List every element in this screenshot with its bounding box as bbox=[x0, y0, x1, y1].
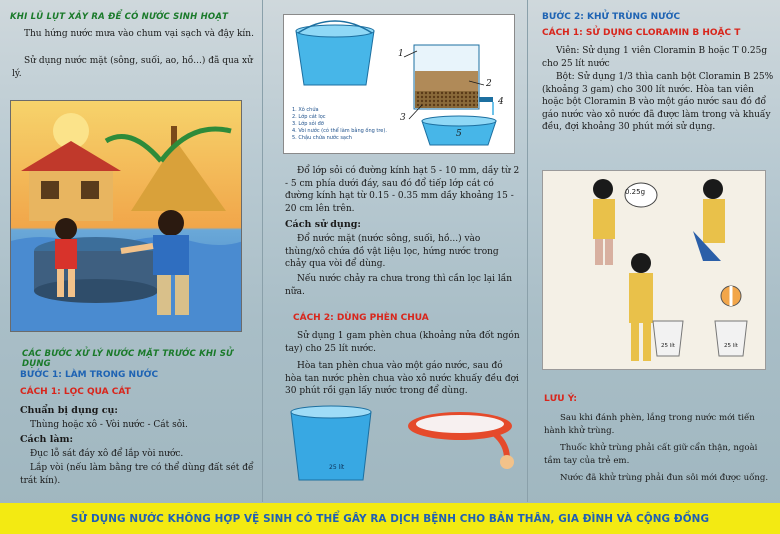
gravel-sand-text: Đổ lớp sỏi có đường kính hạt 5 - 10 mm, dầy từ 2 - 5 cm phía dưới đáy, sau đó đổ tiếp lớp cát có đường kính hạt từ 0.15 - 0.35 mm dầy khoảng 15 - 20 cm lên trên. bbox=[285, 166, 520, 214]
filter-legend bbox=[292, 107, 402, 142]
num-5: 5 bbox=[456, 129, 462, 139]
bucket-label-1: 25 lít bbox=[661, 343, 675, 349]
method1-heading: CÁCH 1: LỌC QUA CÁT bbox=[20, 387, 131, 397]
num-2: 2 bbox=[486, 79, 492, 89]
num-1: 1 bbox=[398, 49, 404, 59]
alum-bucket-illustration bbox=[285, 404, 515, 484]
column-right bbox=[528, 0, 780, 502]
step1-heading: BƯỚC 1: LÀM TRONG NƯỚC bbox=[20, 370, 159, 380]
legend-item: 2. Lớp cát lọc bbox=[292, 114, 326, 120]
powder-text: Bột: Sử dụng 1/3 thìa canh bột Cloramin B 25% (khoảng 3 gam) cho 300 lít nước. Hòa tan viên hoặc bột Cloramin B vào một gáo nước sau đó đổ gáo nước vào xô nước đã được làm trong và khuấy đều, đợi khoảng 30 phút mới sử dụng. bbox=[542, 72, 774, 132]
flood-heading: KHI LŨ LỤT XẢY RA ĐỂ CÓ NƯỚC SINH HOẠT bbox=[10, 12, 229, 22]
note-storage-text: Thuốc khử trùng phải cất giữ cẩn thận, ngoài tầm tay của trẻ em. bbox=[544, 443, 758, 466]
note-heading: LƯU Ý: bbox=[544, 394, 578, 404]
bucket-volume-label: 25 lít bbox=[329, 464, 345, 471]
prep-text: Thùng hoặc xô - Vòi nước - Cát sỏi. bbox=[30, 420, 188, 430]
alum-mix-text: Hòa tan phèn chua vào một gáo nước, sau đó hòa tan nước phèn chua vào xô nước khuấy đều đợi 30 phút rồi gạn lấy nước trong để dùng. bbox=[285, 361, 519, 396]
surface-water-text: Sử dụng nước mặt (sông, suối, ao, hồ...) đã qua xử lý. bbox=[12, 56, 253, 79]
steps-heading: CÁC BƯỚC XỬ LÝ NƯỚC MẶT TRƯỚC KHI SỬ DỤNG bbox=[22, 349, 234, 369]
column-middle bbox=[263, 0, 527, 502]
howto-label: Cách làm: bbox=[20, 434, 74, 445]
footer-banner bbox=[0, 503, 780, 534]
howto-step1: Đục lỗ sát đáy xô để lắp vòi nước. bbox=[30, 449, 184, 459]
refilter-text: Nếu nước chảy ra chưa trong thì cần lọc lại lần nữa. bbox=[285, 274, 513, 297]
cloramin-heading: CÁCH 1: SỬ DỤNG CLORAMIN B HOẶC T bbox=[542, 28, 741, 38]
tablet-bubble-label: 0.25g bbox=[625, 188, 646, 196]
prep-label: Chuẩn bị dụng cụ: bbox=[20, 405, 118, 416]
legend-item: 4. Vòi nước (có thể làm bằng ống tre). bbox=[292, 128, 387, 134]
column-left bbox=[0, 0, 262, 502]
method2-heading: CÁCH 2: DÙNG PHÈN CHUA bbox=[293, 313, 429, 323]
usage-label: Cách sử dụng: bbox=[285, 219, 361, 230]
num-3: 3 bbox=[400, 113, 406, 123]
num-4: 4 bbox=[498, 97, 504, 107]
alum-dose-text: Sử dụng 1 gam phèn chua (khoảng nửa đốt ngón tay) cho 25 lít nước. bbox=[285, 331, 520, 354]
howto-step2: Lắp vòi (nếu làm bằng tre có thể dùng đất sét để trát kín). bbox=[20, 463, 254, 486]
footer-warning-text: SỬ DỤNG NƯỚC KHÔNG HỢP VỆ SINH CÓ THỂ GÂY RA DỊCH BỆNH CHO BẢN THÂN, GIA ĐÌNH VÀ CỘNG ĐỒNG bbox=[70, 512, 710, 525]
disinfection-illustration bbox=[542, 170, 766, 370]
legend-item: 3. Lớp sỏi đỡ bbox=[292, 121, 324, 127]
step2-heading: BƯỚC 2: KHỬ TRÙNG NƯỚC bbox=[542, 12, 681, 22]
note-settle-text: Sau khi đánh phèn, lắng trong nước mới tiến hành khử trùng. bbox=[544, 413, 755, 436]
bucket-label-2: 25 lít bbox=[724, 343, 738, 349]
flood-family-illustration bbox=[10, 100, 242, 332]
note-boil-text: Nước đã khử trùng phải đun sôi mới được uống. bbox=[560, 473, 769, 483]
usage-text: Đổ nước mặt (nước sông, suối, hồ...) vào thùng/xô chứa đồ vật liệu lọc, hứng nước trong chảy qua vòi để dùng. bbox=[285, 234, 499, 269]
tablet-text: Viên: Sử dụng 1 viên Cloramin B hoặc T 0.25g cho 25 lít nước bbox=[542, 46, 768, 69]
rainwater-text: Thu hứng nước mưa vào chum vại sạch và đậy kín. bbox=[24, 29, 254, 39]
legend-item: 1. Xô chứa bbox=[292, 107, 319, 113]
legend-item: 5. Chậu chứa nước sạch bbox=[292, 135, 352, 141]
sand-filter-diagram bbox=[283, 14, 515, 154]
